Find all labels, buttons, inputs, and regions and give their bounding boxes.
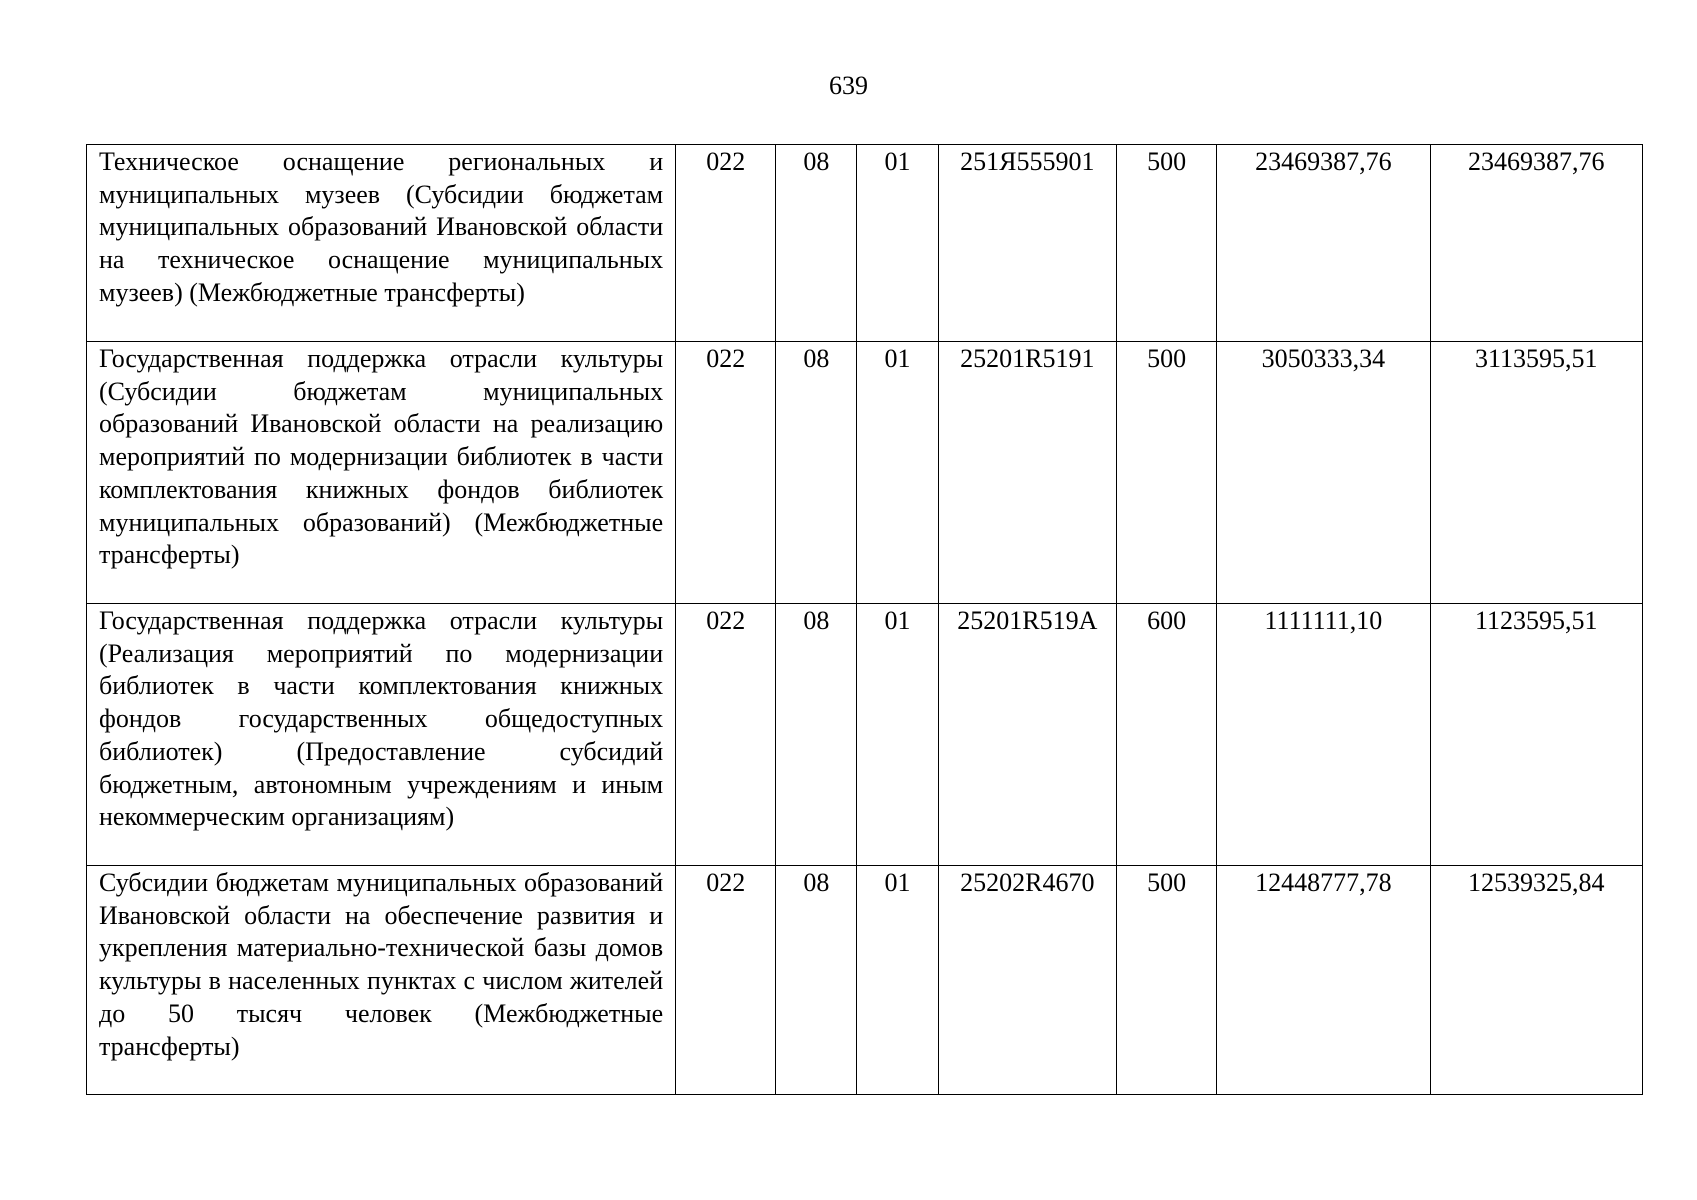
expense-type-code: 600: [1116, 604, 1216, 866]
amount-2: 12539325,84: [1430, 866, 1642, 1095]
amount-2: 1123595,51: [1430, 604, 1642, 866]
subsection-code: 01: [857, 866, 938, 1095]
ministry-code: 022: [676, 866, 776, 1095]
amount-1: 12448777,78: [1217, 866, 1430, 1095]
section-code: 08: [776, 604, 857, 866]
ministry-code: 022: [676, 604, 776, 866]
row-description: Субсидии бюджетам муниципальных образований Ивановской области на обеспечение развития и укрепления материально-технической базы домов культуры в населенных пунктах с числом жителей до 50 тысяч человек (Межбюджетные трансферты): [87, 866, 676, 1095]
row-description: Государственная поддержка отрасли культуры (Реализация мероприятий по модернизации библиотек в части комплектования книжных фондов государственных общедоступных библиотек) (Предоставление субсидий бюджетным, автономным учреждениям и иным некоммерческим организациям): [87, 604, 676, 866]
target-article-code: 25201R519A: [938, 604, 1116, 866]
subsection-code: 01: [857, 604, 938, 866]
section-code: 08: [776, 145, 857, 342]
row-description: Техническое оснащение региональных и муниципальных музеев (Субсидии бюджетам муниципальных образований Ивановской области на техническое оснащение муниципальных музеев) (Межбюджетные трансферты): [87, 145, 676, 342]
budget-table: [86, 144, 1643, 1095]
expense-type-code: 500: [1116, 866, 1216, 1095]
expense-type-code: 500: [1116, 342, 1216, 604]
amount-1: 1111111,10: [1217, 604, 1430, 866]
target-article-code: 25202R4670: [938, 866, 1116, 1095]
target-article-code: 25201R5191: [938, 342, 1116, 604]
table-row: [87, 604, 1643, 866]
section-code: 08: [776, 342, 857, 604]
page-number: 639: [829, 71, 868, 100]
subsection-code: 01: [857, 145, 938, 342]
table-row: [87, 866, 1643, 1095]
expense-type-code: 500: [1116, 145, 1216, 342]
target-article-code: 251Я555901: [938, 145, 1116, 342]
ministry-code: 022: [676, 145, 776, 342]
row-description: Государственная поддержка отрасли культуры (Субсидии бюджетам муниципальных образований Ивановской области на реализацию мероприятий по модернизации библиотек в части комплектования книжных фондов библиотек муниципальных образований) (Межбюджетные трансферты): [87, 342, 676, 604]
amount-1: 3050333,34: [1217, 342, 1430, 604]
subsection-code: 01: [857, 342, 938, 604]
section-code: 08: [776, 866, 857, 1095]
table-row: [87, 145, 1643, 342]
amount-1: 23469387,76: [1217, 145, 1430, 342]
table-row: [87, 342, 1643, 604]
amount-2: 23469387,76: [1430, 145, 1642, 342]
ministry-code: 022: [676, 342, 776, 604]
amount-2: 3113595,51: [1430, 342, 1642, 604]
